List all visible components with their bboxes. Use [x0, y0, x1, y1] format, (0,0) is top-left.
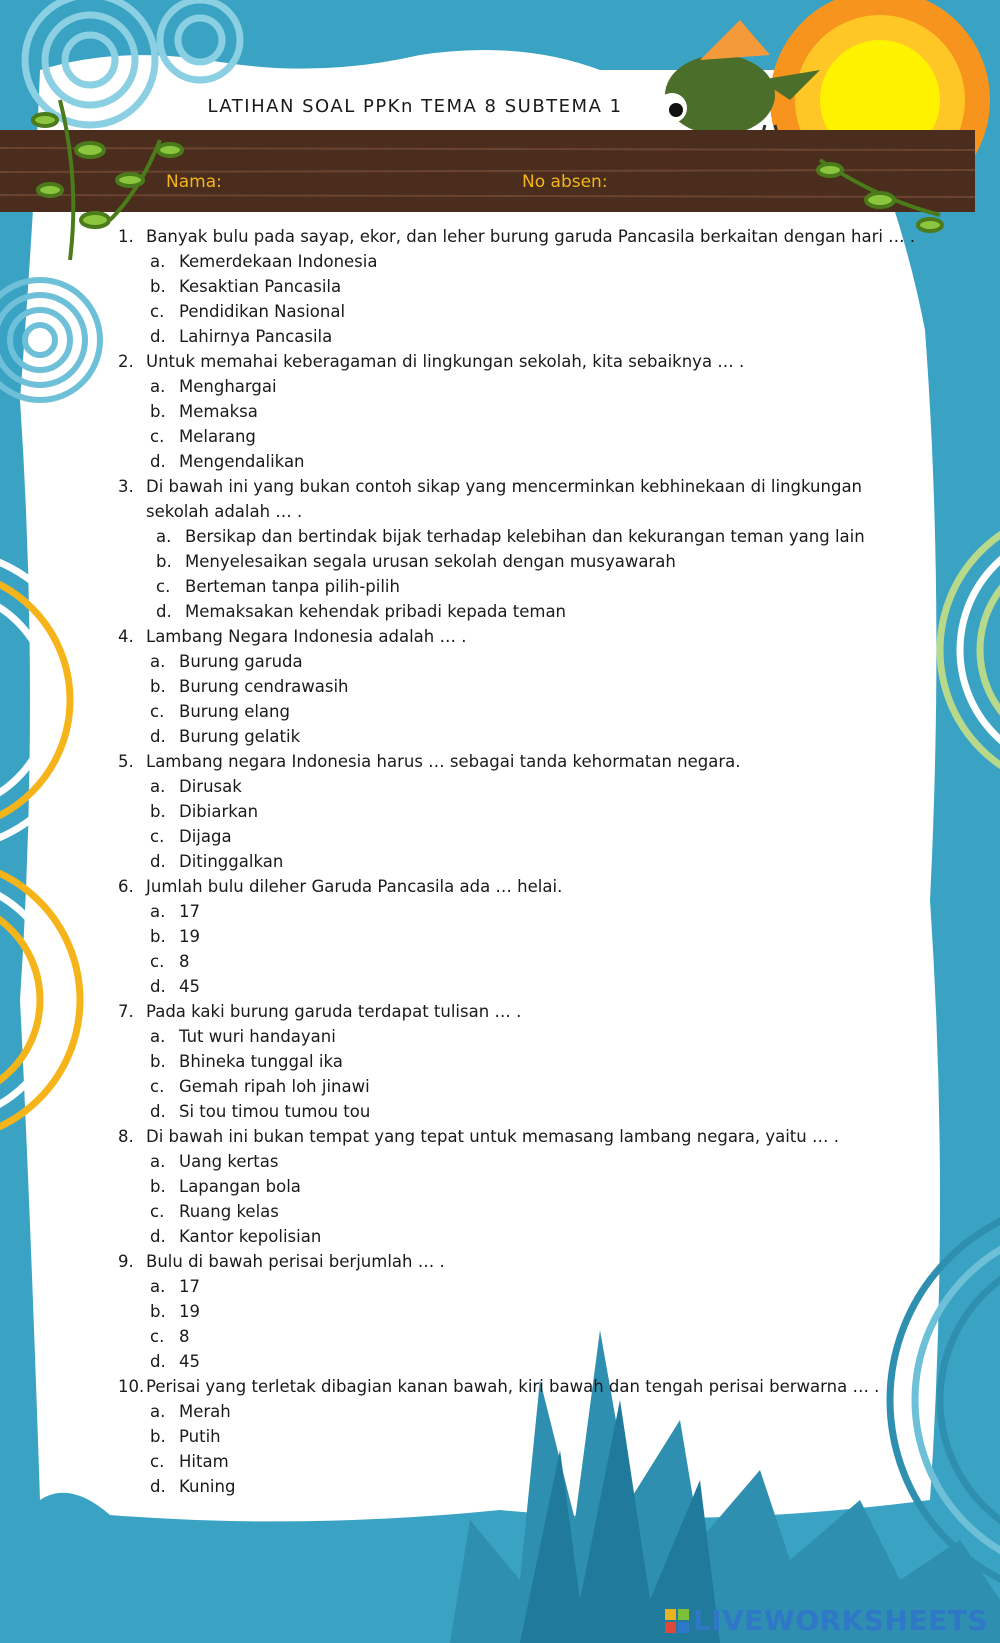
option	[118, 274, 918, 299]
question-text: Banyak bulu pada sayap, ekor, dan leher burung garuda Pancasila berkaitan dengan hari … .	[146, 227, 916, 246]
option-letter: a.	[150, 1277, 166, 1296]
option	[118, 849, 918, 874]
question-text: Lambang Negara Indonesia adalah … .	[146, 627, 467, 646]
option-letter: a.	[150, 777, 166, 796]
question-number: 9.	[118, 1252, 134, 1271]
option-text: Bhineka tunggal ika	[179, 1052, 343, 1071]
option-text: Si tou timou tumou tou	[179, 1102, 371, 1121]
option-letter: d.	[150, 1477, 166, 1496]
question-number: 6.	[118, 877, 134, 896]
option-letter: b.	[150, 1052, 166, 1071]
option	[118, 449, 918, 474]
option-letter: b.	[150, 1427, 166, 1446]
option	[118, 574, 918, 599]
option	[118, 1424, 918, 1449]
question-number: 7.	[118, 1002, 134, 1021]
option-text: Gemah ripah loh jinawi	[179, 1077, 370, 1096]
question	[118, 1249, 918, 1374]
option-letter: d.	[150, 1227, 166, 1246]
option-letter: b.	[150, 277, 166, 296]
option-text: Kantor kepolisian	[179, 1227, 322, 1246]
option	[118, 1274, 918, 1299]
question	[118, 1374, 918, 1499]
option-text: Hitam	[179, 1452, 229, 1471]
option-letter: c.	[150, 302, 165, 321]
option-text: Kuning	[179, 1477, 236, 1496]
option-letter: a.	[150, 1402, 166, 1421]
option-letter: a.	[150, 1152, 166, 1171]
option	[118, 424, 918, 449]
option-letter: c.	[150, 952, 165, 971]
option-text: Burung garuda	[179, 652, 303, 671]
question-text: Di bawah ini yang bukan contoh sikap yang mencerminkan kebhinekaan di lingkungan sekolah adalah … .	[146, 477, 863, 521]
option-text: Uang kertas	[179, 1152, 279, 1171]
question-text: Perisai yang terletak dibagian kanan bawah, kiri bawah dan tengah perisai berwarna … .	[146, 1377, 880, 1396]
option-text: Ditinggalkan	[179, 852, 284, 871]
option	[118, 649, 918, 674]
option	[118, 524, 918, 549]
option-letter: d.	[150, 1102, 166, 1121]
option-letter: d.	[150, 327, 166, 346]
option	[118, 1149, 918, 1174]
option-letter: d.	[156, 602, 172, 621]
option-text: Ruang kelas	[179, 1202, 279, 1221]
option	[118, 724, 918, 749]
option-text: Mengendalikan	[179, 452, 305, 471]
option-text: 17	[179, 1277, 200, 1296]
option	[118, 324, 918, 349]
option	[118, 1049, 918, 1074]
worksheet-title: LATIHAN SOAL PPKn TEMA 8 SUBTEMA 1	[207, 96, 623, 117]
option	[118, 549, 918, 574]
option	[118, 674, 918, 699]
option	[118, 924, 918, 949]
option-letter: c.	[150, 1077, 165, 1096]
question	[118, 224, 918, 349]
option	[118, 799, 918, 824]
option-text: Burung elang	[179, 702, 290, 721]
option-text: Memaksa	[179, 402, 258, 421]
option-text: Burung gelatik	[179, 727, 301, 746]
option-letter: b.	[150, 677, 166, 696]
option-text: Dirusak	[179, 777, 242, 796]
question-list	[118, 224, 918, 1499]
question-text: Di bawah ini bukan tempat yang tepat untuk memasang lambang negara, yaitu … .	[146, 1127, 839, 1146]
option-text: 45	[179, 977, 200, 996]
question	[118, 999, 918, 1124]
option-letter: a.	[150, 1027, 166, 1046]
option-text: Lahirnya Pancasila	[179, 327, 333, 346]
option-letter: d.	[150, 452, 166, 471]
option-letter: c.	[156, 577, 171, 596]
option	[118, 699, 918, 724]
brand-text: LIVEWORKSHEETS	[692, 1604, 988, 1637]
question-text: Lambang negara Indonesia harus … sebagai tanda kehormatan negara.	[146, 752, 741, 771]
option-letter: a.	[150, 652, 166, 671]
option-text: Dijaga	[179, 827, 232, 846]
question	[118, 749, 918, 874]
option-letter: a.	[156, 527, 172, 546]
option-letter: d.	[150, 852, 166, 871]
option	[118, 1024, 918, 1049]
option-text: Lapangan bola	[179, 1177, 301, 1196]
option	[118, 1174, 918, 1199]
option-letter: d.	[150, 727, 166, 746]
question-number: 3.	[118, 477, 134, 496]
option-text: Kemerdekaan Indonesia	[179, 252, 378, 271]
option-letter: b.	[150, 1177, 166, 1196]
option-text: 8	[179, 952, 190, 971]
option	[118, 1199, 918, 1224]
option-text: 19	[179, 927, 200, 946]
question-number: 5.	[118, 752, 134, 771]
option-letter: c.	[150, 1202, 165, 1221]
option-text: Pendidikan Nasional	[179, 302, 346, 321]
option-text: Memaksakan kehendak pribadi kepada teman	[185, 602, 567, 621]
option	[118, 1074, 918, 1099]
option	[118, 974, 918, 999]
option-text: Berteman tanpa pilih-pilih	[185, 577, 400, 596]
question-text: Jumlah bulu dileher Garuda Pancasila ada … helai.	[146, 877, 563, 896]
question-number: 2.	[118, 352, 134, 371]
option	[118, 1299, 918, 1324]
question-number: 4.	[118, 627, 134, 646]
option-text: Kesaktian Pancasila	[179, 277, 342, 296]
option-text: 8	[179, 1327, 190, 1346]
option-letter: b.	[150, 1302, 166, 1321]
option-letter: c.	[150, 702, 165, 721]
option-text: Burung cendrawasih	[179, 677, 349, 696]
liveworksheets-logo-icon	[665, 1609, 689, 1633]
option-letter: c.	[150, 427, 165, 446]
question	[118, 624, 918, 749]
question	[118, 474, 918, 624]
option	[118, 299, 918, 324]
option-letter: d.	[150, 1352, 166, 1371]
option	[118, 1349, 918, 1374]
option	[118, 1224, 918, 1249]
question-text: Pada kaki burung garuda terdapat tulisan … .	[146, 1002, 522, 1021]
option-text: 45	[179, 1352, 200, 1371]
option	[118, 599, 918, 624]
absen-label: No absen:	[522, 172, 608, 192]
question	[118, 1124, 918, 1249]
option-text: Bersikap dan bertindak bijak terhadap kelebihan dan kekurangan teman yang lain	[185, 527, 865, 546]
name-label: Nama:	[166, 172, 222, 192]
option-letter: b.	[156, 552, 172, 571]
option-letter: b.	[150, 927, 166, 946]
option-letter: a.	[150, 902, 166, 921]
option-letter: d.	[150, 977, 166, 996]
option-text: 17	[179, 902, 200, 921]
option-text: Tut wuri handayani	[179, 1027, 336, 1046]
option-letter: c.	[150, 1452, 165, 1471]
option-letter: c.	[150, 827, 165, 846]
question-number: 1.	[118, 227, 134, 246]
option	[118, 899, 918, 924]
option	[118, 1324, 918, 1349]
option	[118, 1399, 918, 1424]
option-text: Dibiarkan	[179, 802, 259, 821]
question-number: 10.	[118, 1377, 145, 1396]
option-text: Melarang	[179, 427, 256, 446]
option	[118, 374, 918, 399]
option-letter: c.	[150, 1327, 165, 1346]
option	[118, 399, 918, 424]
option-text: Menyelesaikan segala urusan sekolah dengan musyawarah	[185, 552, 676, 571]
option-letter: b.	[150, 802, 166, 821]
option	[118, 949, 918, 974]
option	[118, 1099, 918, 1124]
option-letter: b.	[150, 402, 166, 421]
question-number: 8.	[118, 1127, 134, 1146]
question	[118, 349, 918, 474]
option-letter: a.	[150, 252, 166, 271]
option-text: Putih	[179, 1427, 221, 1446]
option	[118, 249, 918, 274]
option	[118, 1474, 918, 1499]
question-text: Bulu di bawah perisai berjumlah … .	[146, 1252, 445, 1271]
option-letter: a.	[150, 377, 166, 396]
option	[118, 774, 918, 799]
option	[118, 824, 918, 849]
option-text: Menghargai	[179, 377, 277, 396]
option-text: Merah	[179, 1402, 231, 1421]
option-text: 19	[179, 1302, 200, 1321]
question	[118, 874, 918, 999]
question-text: Untuk memahai keberagaman di lingkungan sekolah, kita sebaiknya … .	[146, 352, 745, 371]
option	[118, 1449, 918, 1474]
liveworksheets-brand[interactable]	[665, 1604, 988, 1637]
